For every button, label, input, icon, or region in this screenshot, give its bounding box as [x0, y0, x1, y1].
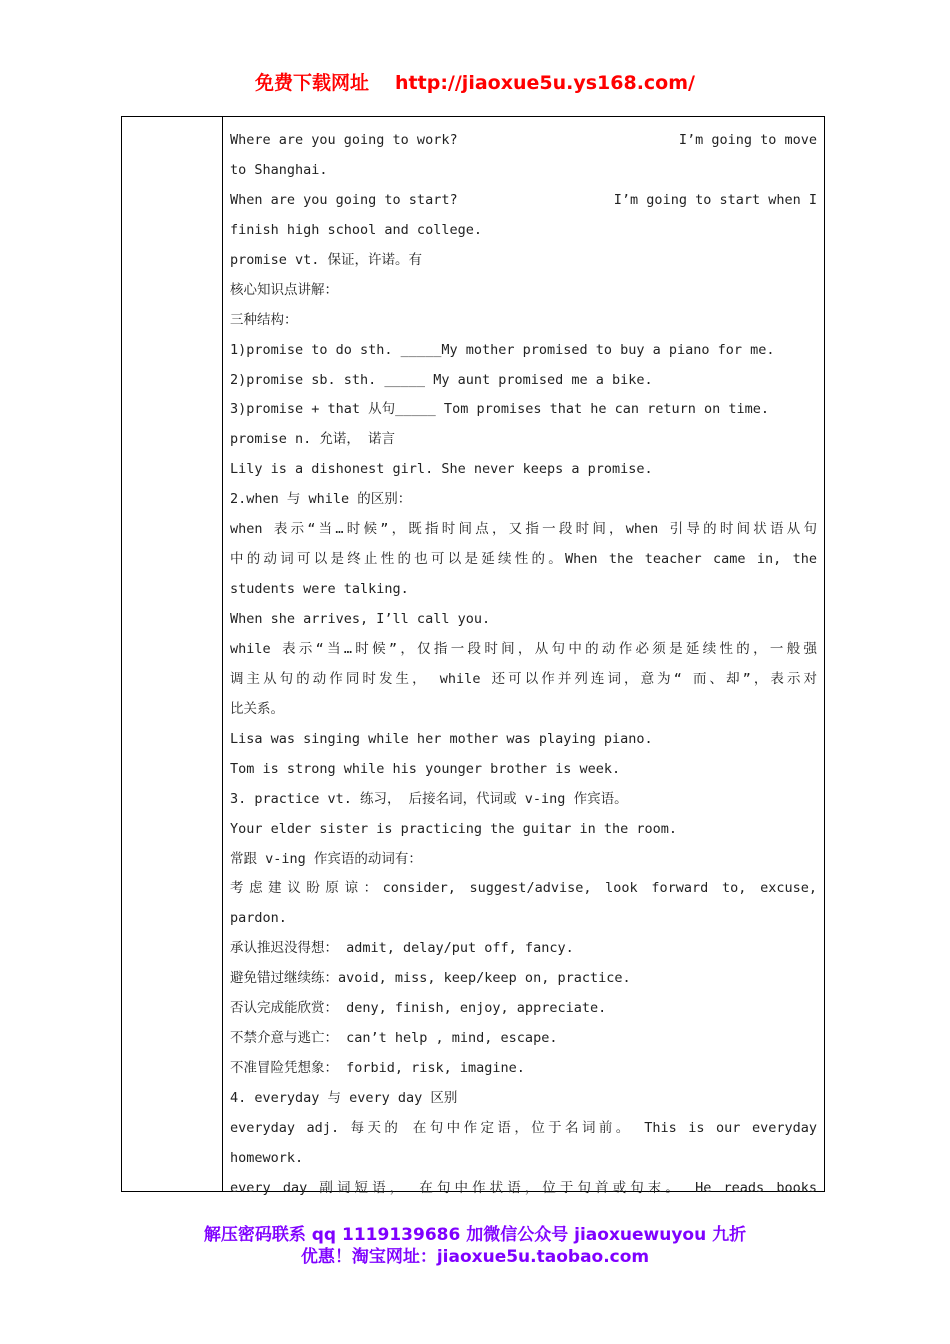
content-line: 核心知识点讲解：	[230, 281, 338, 298]
content-line: every day 副词短语， 在句中作状语，位于句首或句末。 He reads books	[230, 1179, 817, 1196]
footer-line-2: 优惠！淘宝网址：jiaoxue5u.taobao.com	[300, 1247, 650, 1267]
content-line: 2)promise sb. sth. _____ My aunt promised me a bike.	[230, 371, 653, 388]
content-line: promise n. 允诺， 诺言	[230, 431, 396, 448]
content-line: 否认完成能欣赏： deny, finish, enjoy, appreciate.	[230, 1000, 607, 1017]
content-line: 中的动词可以是终止性的也可以是延续性的。When the teacher came in, the	[230, 551, 817, 568]
column-divider	[222, 117, 223, 1191]
content-line: 不准冒险凭想象： forbid, risk, imagine.	[230, 1060, 525, 1077]
content-line: Lily is a dishonest girl. She never keeps a promise.	[230, 461, 653, 478]
content-line: 三种结构：	[230, 311, 298, 328]
lesson-content	[230, 126, 817, 1204]
content-line: 2.when 与 while 的区别：	[230, 491, 412, 508]
header-title: 免费下载网址	[255, 72, 370, 94]
content-line: Lisa was singing while her mother was playing piano.	[230, 730, 653, 747]
content-line: pardon.	[230, 910, 287, 927]
content-line: to Shanghai.	[230, 161, 328, 178]
content-line	[230, 186, 817, 216]
lesson-table	[121, 116, 825, 1196]
content-line: 不禁介意与逃亡： can’t help , mind, escape.	[230, 1030, 558, 1047]
content-line: 3)promise + that 从句_____ Tom promises that he can return on time.	[230, 401, 770, 418]
content-line: 调主从句的动作同时发生， while 还可以作并列连词，意为“ 而、却”，表示对	[230, 670, 817, 687]
content-line: Your elder sister is practicing the guitar in the room.	[230, 820, 678, 837]
question-text: When are you going to start?	[230, 191, 458, 208]
question-text: Where are you going to work?	[230, 132, 458, 148]
content-line: 避免错过继续练：avoid, miss, keep/keep on, practice.	[230, 970, 631, 987]
content-line: 3. practice vt. 练习， 后接名词，代词或 v-ing 作宾语。	[230, 790, 628, 807]
answer-text: I’m going to start when I	[613, 191, 817, 208]
content-line: 常跟 v-ing 作宾语的动词有：	[230, 850, 422, 867]
content-line: promise vt. 保证，许诺。有	[230, 251, 423, 268]
content-line: 1)promise to do sth. _____My mother promised to buy a piano for me.	[230, 341, 775, 358]
content-line: everyday adj. 每天的 在句中作定语，位于名词前。 This is our everyday	[230, 1119, 817, 1136]
footer-line-1: 解压密码联系 qq 1119139686 加微信公众号 jiaoxuewuyou 九折	[203, 1225, 747, 1245]
content-line: when 表示“当…时候”，既指时间点，又指一段时间，when 引导的时间状语从句	[230, 521, 817, 538]
content-line: 比关系。	[230, 700, 284, 717]
content-line: homework.	[230, 1149, 304, 1166]
content-line: students were talking.	[230, 581, 409, 598]
content-line: 承认推迟没得想： admit, delay/put off, fancy.	[230, 940, 574, 957]
content-line: When she arrives, I’ll call you.	[230, 611, 491, 627]
content-line	[230, 126, 817, 156]
header-url-link[interactable]: http://jiaoxue5u.ys168.com/	[395, 72, 695, 94]
content-line: 考虑建议盼原谅：consider, suggest/advise, look forward to, excuse,	[230, 880, 817, 897]
content-line: Tom is strong while his younger brother is week.	[230, 760, 621, 777]
header-banner	[0, 68, 950, 95]
answer-text: I’m going to move	[678, 132, 817, 148]
content-line: while 表示“当…时候”，仅指一段时间，从句中的动作必须是延续性的，一般强	[230, 640, 817, 657]
content-line: finish high school and college.	[230, 221, 482, 238]
content-line: 4. everyday 与 every day 区别	[230, 1090, 458, 1106]
